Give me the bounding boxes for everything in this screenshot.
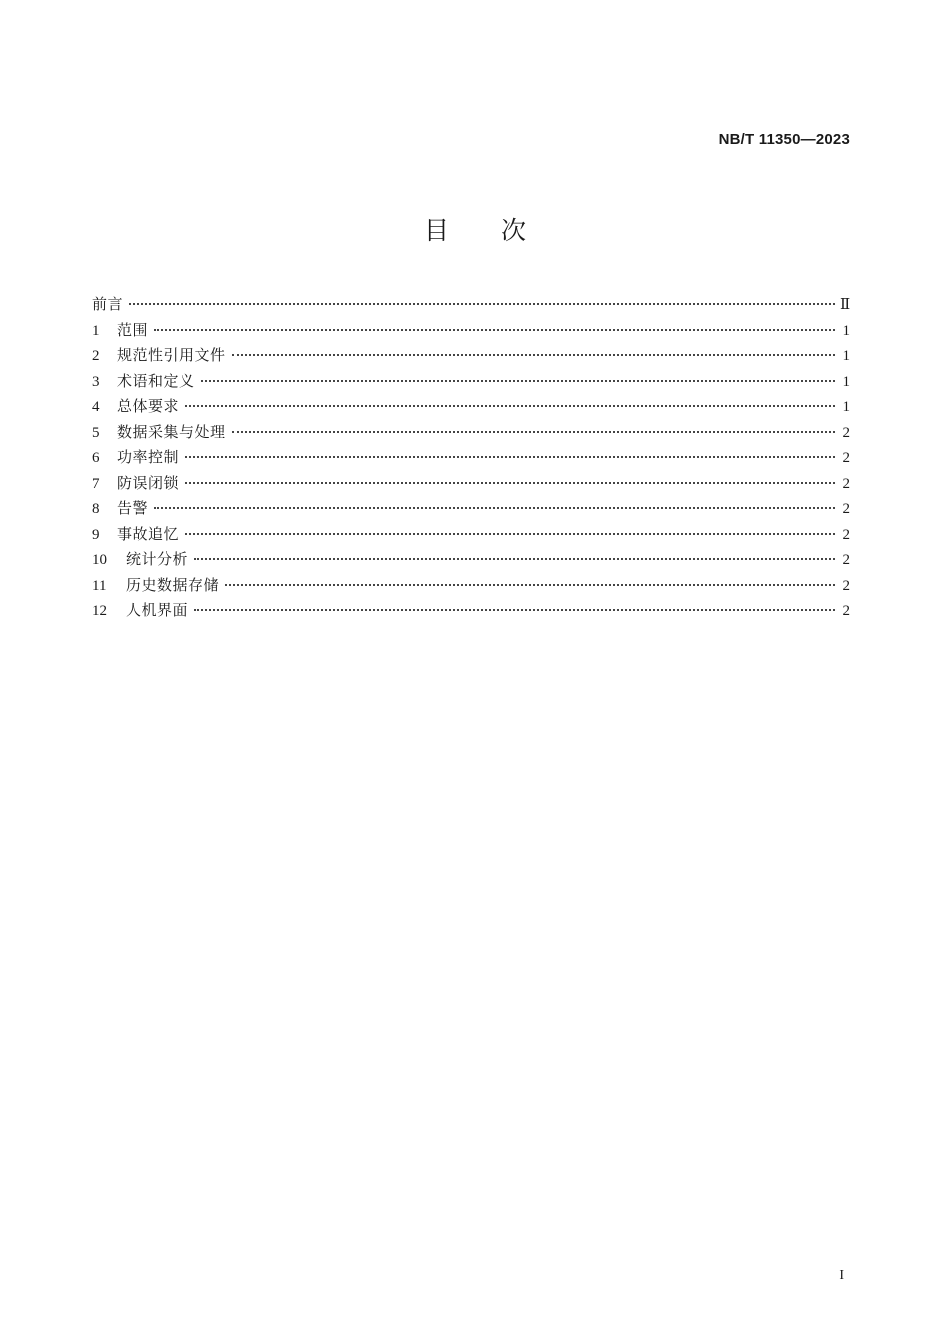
table-of-contents [92,292,850,624]
toc-entry-number: 1 [92,322,100,339]
toc-entry-number: 10 [92,552,107,568]
toc-entry[interactable] [92,496,850,522]
toc-entry-page: 2 [842,475,850,492]
dot-leader [129,302,835,305]
toc-entry-page: 2 [842,552,850,568]
toc-entry-title: 人机界面 [126,601,189,619]
toc-entry-number: 12 [92,603,107,619]
toc-entry-number: 7 [92,475,100,492]
toc-entry-page: 2 [842,577,850,594]
toc-entry-number: 9 [92,526,100,543]
toc-entry-title: 统计分析 [126,550,189,568]
toc-entry-title: 范围 [117,320,149,339]
toc-entry-title: 防误闭锁 [117,473,180,492]
dot-leader [185,481,835,484]
toc-entry-page: 2 [842,450,850,466]
toc-entry[interactable] [92,445,850,471]
toc-entry-title: 术语和定义 [117,371,195,390]
toc-entry-number: 6 [92,450,100,466]
dot-leader [201,379,835,382]
toc-entry-page: 1 [842,373,850,390]
toc-entry-title: 总体要求 [117,397,180,415]
toc-entry[interactable] [92,598,850,624]
dot-leader [194,608,835,611]
toc-entry-title: 功率控制 [117,448,180,466]
dot-leader [154,506,835,509]
toc-entry[interactable] [92,573,850,599]
dot-leader [185,455,835,458]
dot-leader [154,328,835,331]
toc-entry[interactable] [92,522,850,548]
toc-entry[interactable] [92,420,850,446]
toc-entry-page: 1 [842,399,850,415]
toc-entry[interactable] [92,343,850,369]
toc-entry-page: 2 [842,424,850,441]
toc-entry-title: 规范性引用文件 [117,346,226,364]
toc-entry-title: 告警 [117,499,149,517]
toc-entry[interactable] [92,471,850,497]
toc-entry-number: 5 [92,424,100,441]
toc-entry[interactable] [92,292,850,318]
toc-entry[interactable] [92,394,850,420]
toc-entry-number: 11 [92,577,107,594]
dot-leader [232,353,835,356]
toc-entry-title: 前言 [92,295,124,313]
toc-entry[interactable] [92,547,850,573]
toc-entry-title: 事故追忆 [117,524,180,543]
page-number: I [839,1268,844,1283]
dot-leader [194,557,835,560]
standard-code: NB/T 11350—2023 [718,131,850,148]
toc-entry-title: 历史数据存储 [126,575,220,594]
toc-entry-number: 4 [92,399,100,415]
toc-entry-page: 2 [842,501,850,517]
toc-entry-page: 1 [842,348,850,364]
dot-leader [232,430,835,433]
toc-entry-title: 数据采集与处理 [117,422,226,441]
toc-entry[interactable] [92,318,850,344]
toc-entry-page: 1 [842,322,850,339]
dot-leader [185,404,835,407]
toc-entry-page: 2 [842,526,850,543]
toc-entry[interactable] [92,369,850,395]
dot-leader [185,532,835,535]
toc-entry-number: 3 [92,373,100,390]
toc-entry-number: 8 [92,501,100,517]
toc-entry-number: 2 [92,348,100,364]
dot-leader [225,583,835,586]
page-title: 目次 [423,216,578,245]
toc-entry-page: 2 [842,603,850,619]
toc-entry-page: Ⅱ [840,297,851,313]
